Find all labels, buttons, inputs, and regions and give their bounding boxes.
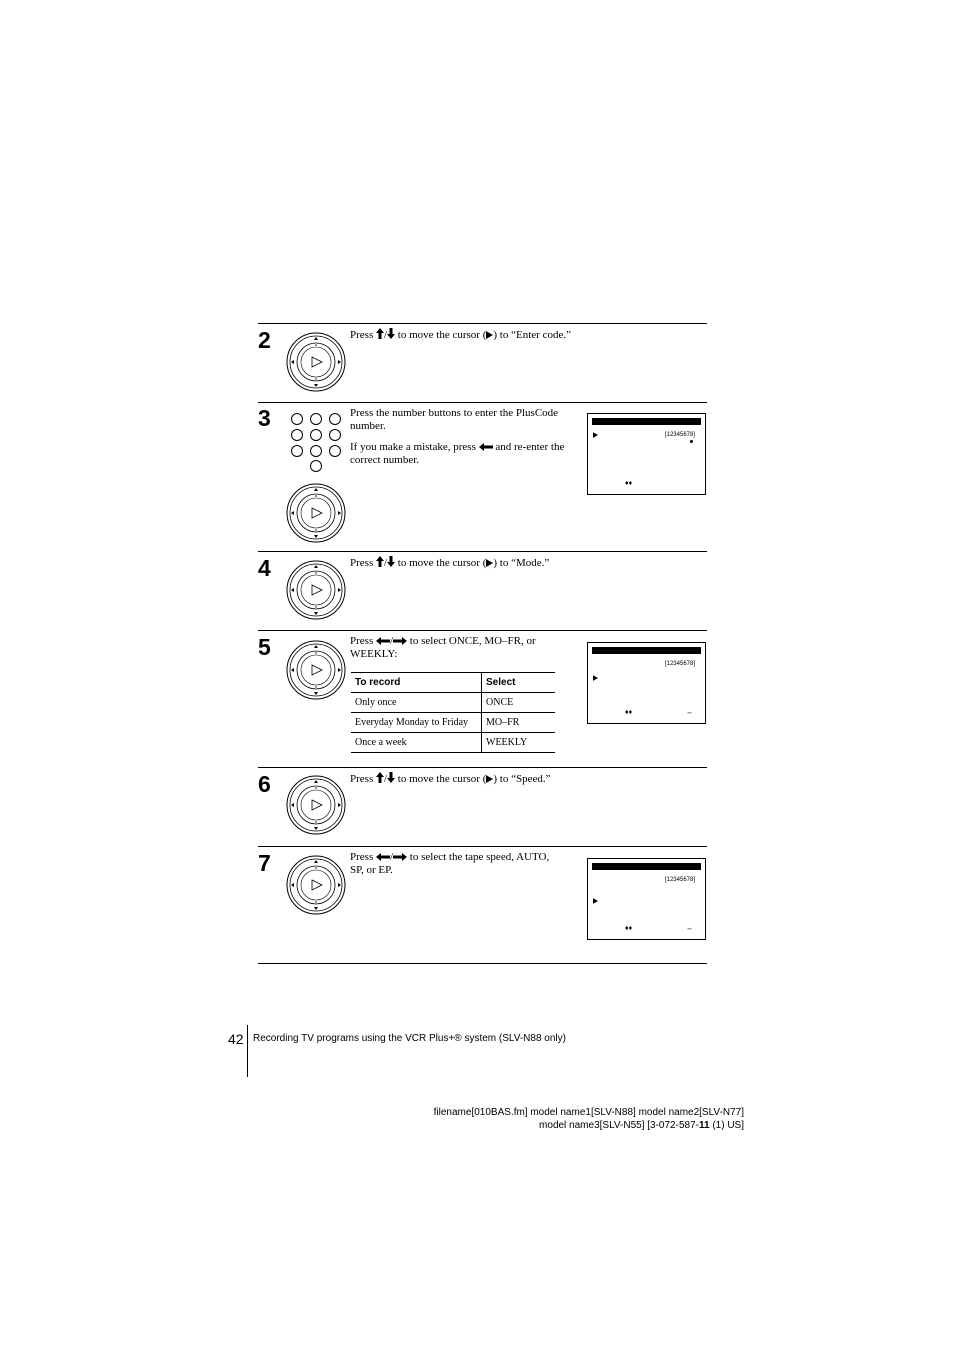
step-4-divider bbox=[258, 551, 707, 552]
step-7-divider bbox=[258, 846, 707, 847]
table-row bbox=[351, 693, 555, 713]
table-cell: Everyday Monday to Friday bbox=[351, 713, 482, 733]
step-5-instruction: Press / to select ONCE, MO–FR, or WEEKLY: bbox=[350, 635, 536, 660]
file-info-line-2: model name3[SLV-N55] [3-072-587-11 (1) US] bbox=[539, 1120, 744, 1131]
step-3-instruction bbox=[350, 407, 575, 467]
table-cell: Only once bbox=[351, 693, 482, 713]
screen-title-bar bbox=[592, 863, 701, 870]
tv-screen-display bbox=[587, 858, 706, 940]
down-arrow-icon bbox=[387, 772, 395, 783]
table-row bbox=[351, 713, 555, 733]
jog-dial-icon bbox=[286, 775, 346, 835]
jog-dial-icon bbox=[286, 332, 346, 392]
table-header-select: Select bbox=[482, 673, 556, 693]
section-title: Recording TV programs using the VCR Plus+® system (SLV-N88 only) bbox=[253, 1033, 566, 1044]
table-row bbox=[351, 733, 555, 753]
cursor-triangle-icon bbox=[593, 432, 598, 438]
cursor-triangle-icon bbox=[593, 675, 598, 681]
down-arrow-icon bbox=[387, 328, 395, 339]
left-right-arrow-icon: ↔ bbox=[686, 708, 693, 716]
table-cell: WEEKLY bbox=[482, 733, 556, 753]
step-4-number: 4 bbox=[258, 555, 271, 581]
left-arrow-icon bbox=[376, 853, 390, 861]
screen-code: [12345678] bbox=[664, 877, 695, 883]
left-arrow-icon bbox=[479, 443, 493, 451]
step-2-number: 2 bbox=[258, 327, 271, 353]
step-3-line-2: If you make a mistake, press and re-enter the correct number. bbox=[350, 441, 565, 466]
page-number: 42 bbox=[228, 1031, 244, 1047]
step-3-number: 3 bbox=[258, 405, 271, 431]
up-arrow-icon bbox=[376, 328, 384, 339]
table-header-to-record: To record bbox=[351, 673, 482, 693]
jog-dial-icon bbox=[286, 483, 346, 543]
step-4-instruction: Press / to move the cursor ( ) to “Mode.” bbox=[350, 557, 550, 569]
screen-code: [12345678] bbox=[664, 432, 695, 438]
step-6-instruction: Press / to move the cursor ( ) to “Speed.” bbox=[350, 773, 551, 785]
left-arrow-icon bbox=[376, 637, 390, 645]
jog-dial-icon bbox=[286, 640, 346, 700]
bottom-divider bbox=[258, 963, 707, 964]
step-3-divider bbox=[258, 402, 707, 403]
cursor-triangle-icon bbox=[593, 898, 598, 904]
step-2-instruction: Press / to move the cursor ( ) to “Enter code.” bbox=[350, 329, 571, 341]
step-3-line-1: Press the number buttons to enter the PlusCode number. bbox=[350, 407, 559, 432]
jog-dial-icon bbox=[286, 560, 346, 620]
screen-code: [12345678] bbox=[664, 661, 695, 667]
file-info-line-1: filename[010BAS.fm] model name1[SLV-N88] model name2[SLV-N77] bbox=[433, 1107, 744, 1118]
left-right-arrow-icon: ↔ bbox=[686, 924, 693, 932]
table-header-row bbox=[351, 673, 555, 693]
up-arrow-icon bbox=[376, 556, 384, 567]
step-7-instruction: Press / to select the tape speed, AUTO, SP, or EP. bbox=[350, 851, 550, 876]
number-keypad-icon bbox=[286, 411, 346, 473]
up-arrow-icon bbox=[376, 772, 384, 783]
screen-marker-dot bbox=[690, 440, 693, 443]
table-cell: Once a week bbox=[351, 733, 482, 753]
record-mode-table bbox=[351, 672, 555, 753]
step-6-divider bbox=[258, 767, 707, 768]
page-number-rule bbox=[247, 1025, 248, 1077]
step-5-divider bbox=[258, 630, 707, 631]
step-7-number: 7 bbox=[258, 850, 271, 876]
tv-screen-display bbox=[587, 642, 706, 724]
step-2-divider bbox=[258, 323, 707, 324]
tv-screen-display bbox=[587, 413, 706, 495]
screen-title-bar bbox=[592, 418, 701, 425]
up-down-arrow-icon: ♦♦ bbox=[625, 479, 633, 487]
step-6-number: 6 bbox=[258, 771, 271, 797]
right-arrow-icon bbox=[393, 853, 407, 861]
down-arrow-icon bbox=[387, 556, 395, 567]
up-down-arrow-icon: ♦♦ bbox=[625, 708, 633, 716]
jog-dial-icon bbox=[286, 855, 346, 915]
table-cell: ONCE bbox=[482, 693, 556, 713]
right-arrow-icon bbox=[393, 637, 407, 645]
screen-title-bar bbox=[592, 647, 701, 654]
table-cell: MO–FR bbox=[482, 713, 556, 733]
up-down-arrow-icon: ♦♦ bbox=[625, 924, 633, 932]
step-5-number: 5 bbox=[258, 634, 271, 660]
